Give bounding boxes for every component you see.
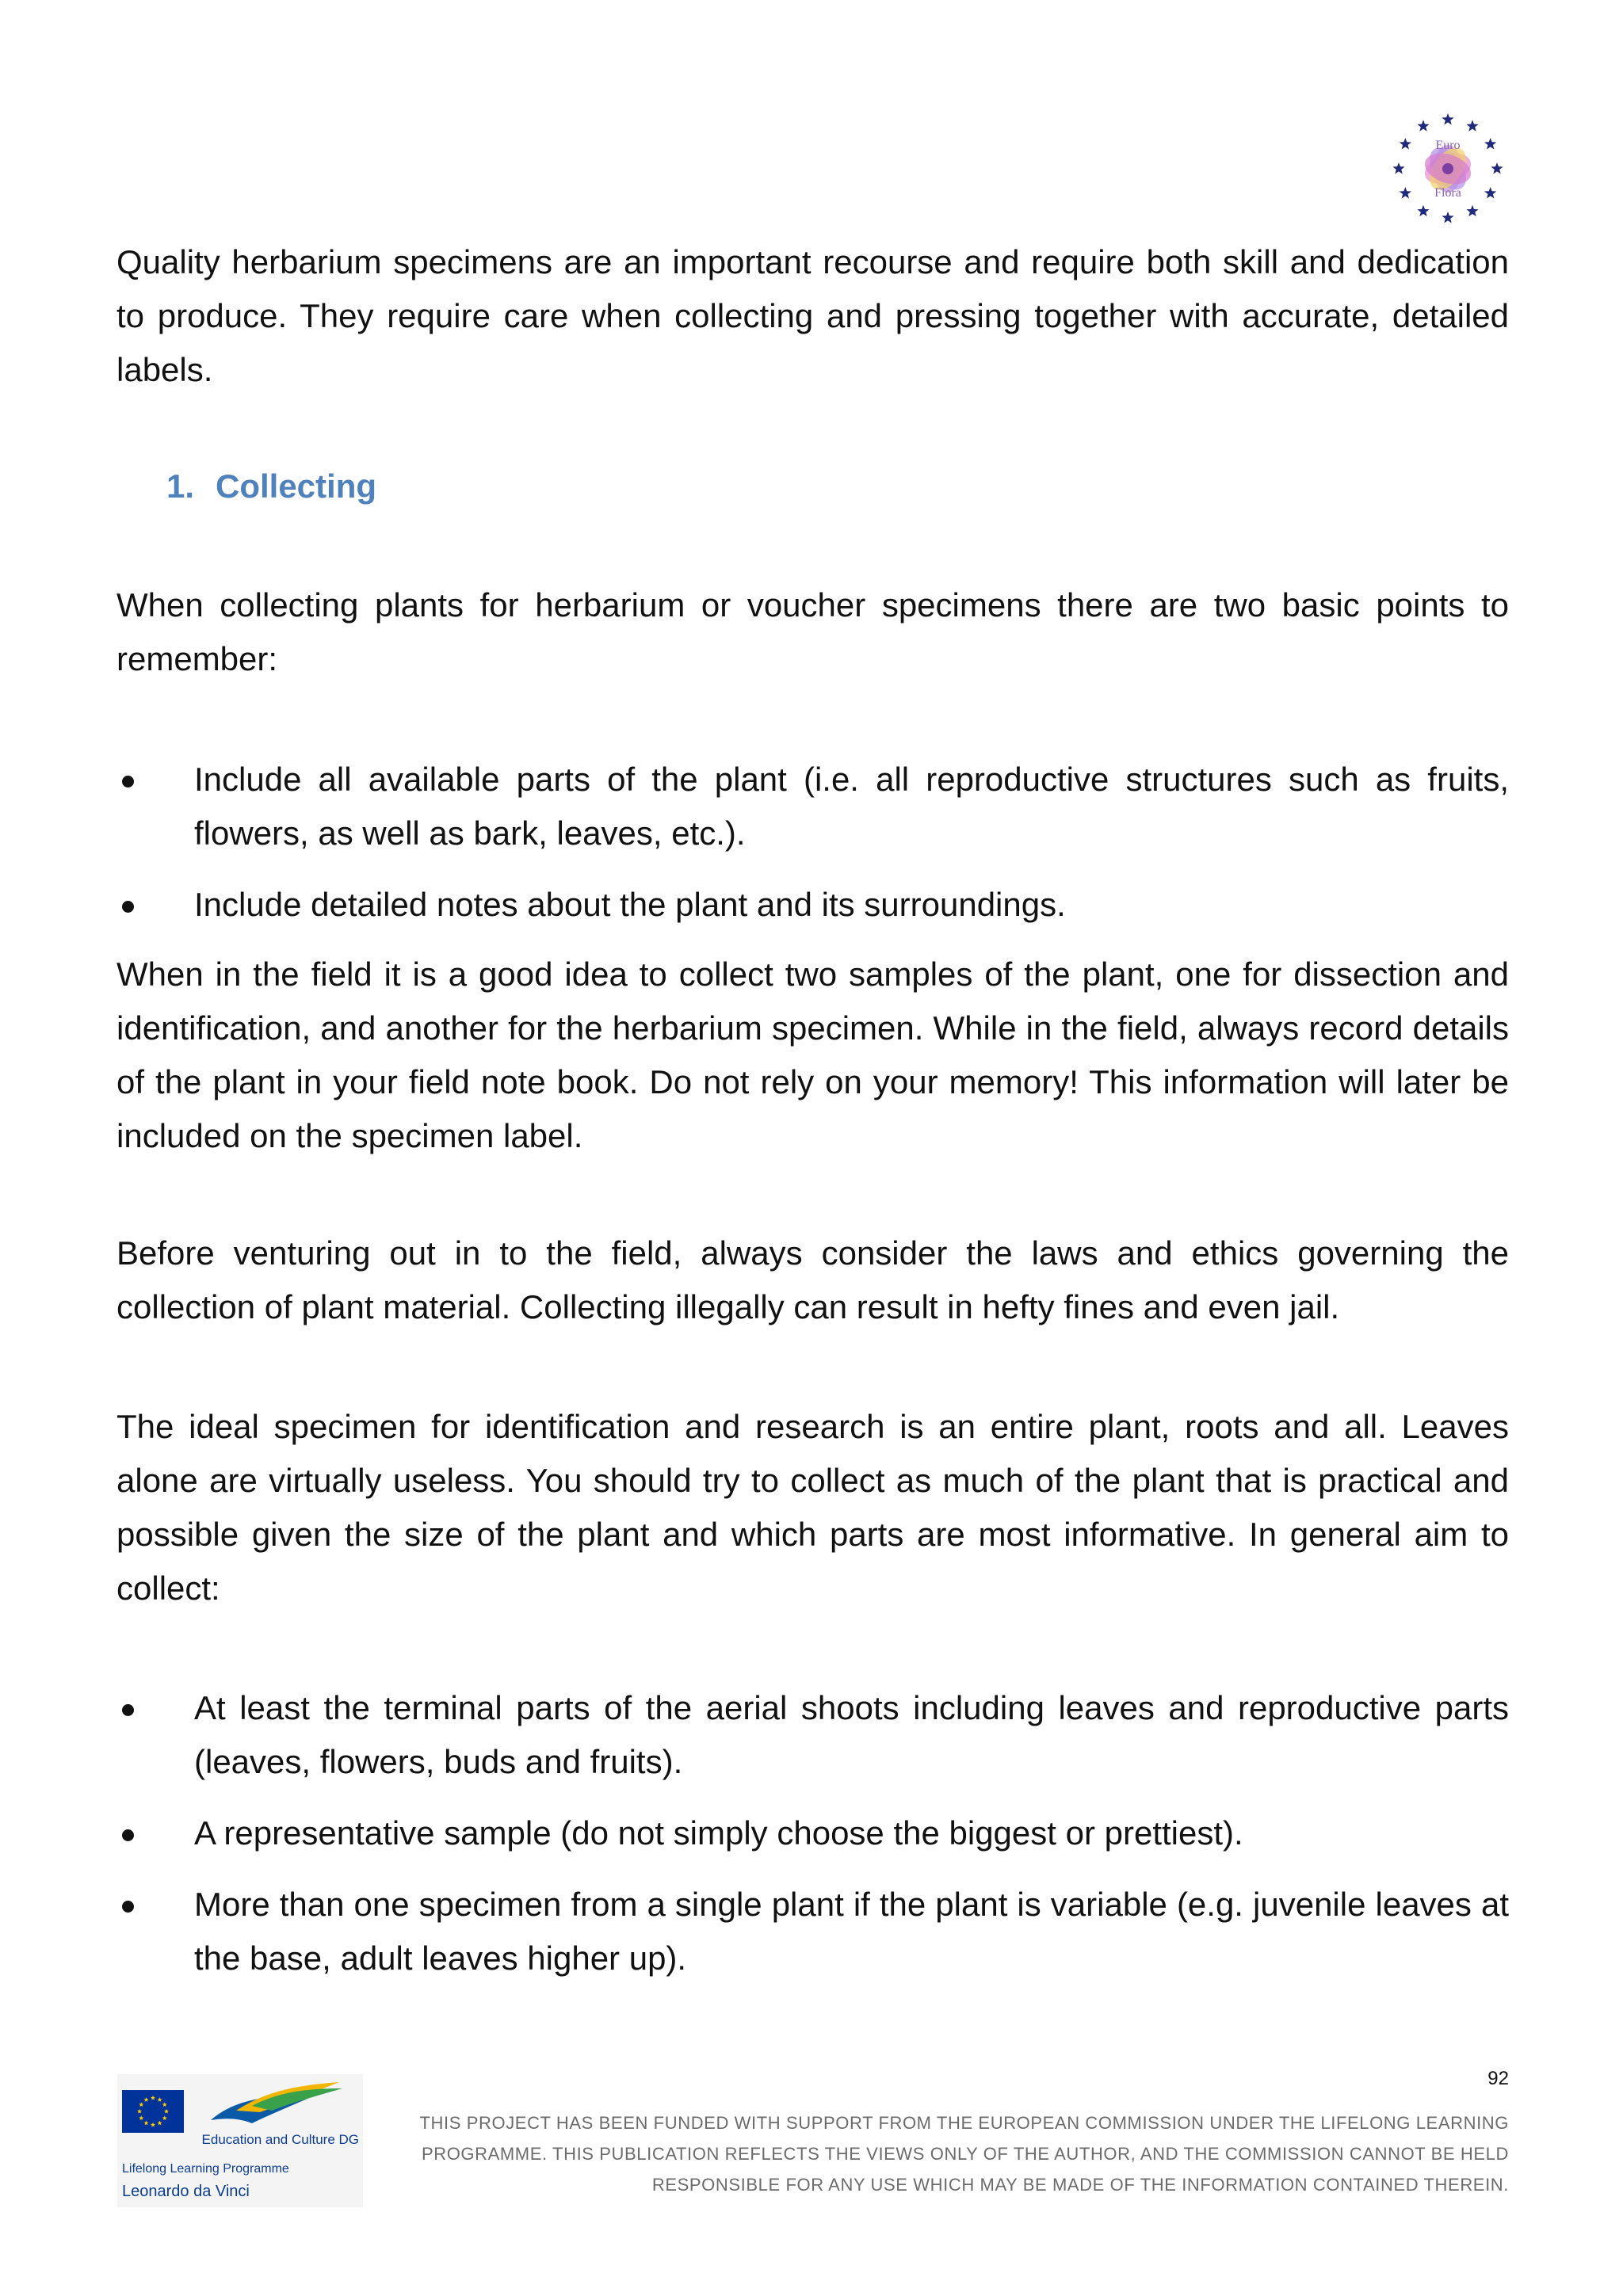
intro-paragraph: Quality herbarium specimens are an important recourse and require both skill and dedication to produce. They require care when collecting and pressing together with accurate, detailed labels. — [116, 243, 1509, 388]
programme-caption: Lifelong Learning Programme — [122, 2162, 289, 2176]
bullet-list-aim-to-collect — [116, 1681, 1509, 2003]
bullet-icon — [122, 901, 134, 913]
star-icon — [1417, 120, 1429, 131]
bullet-icon — [122, 1704, 134, 1716]
list-item-text: At least the terminal parts of the aerial shoots including leaves and reproductive parts (leaves, flowers, buds and fruits). — [194, 1689, 1509, 1780]
list-item — [116, 1806, 1509, 1860]
list-item-text: Include detailed notes about the plant and its surroundings. — [194, 886, 1066, 923]
paragraph-ideal-specimen: The ideal specimen for identification and research is an entire plant, roots and all. Leaves alone are virtually useless. You should try to collect as much of the plant that is practical and possible given the size of the plant and which parts are most informative. In general aim to collect: — [116, 1408, 1509, 1607]
disclaimer-line: RESPONSIBLE FOR ANY USE WHICH MAY BE MADE OF THE INFORMATION CONTAINED THEREIN. — [651, 2175, 1509, 2195]
star-icon — [1491, 162, 1503, 174]
euroflora-logo — [1388, 109, 1507, 228]
star-icon — [1400, 138, 1411, 149]
list-item — [116, 753, 1509, 860]
paragraph-basic-points: When collecting plants for herbarium or voucher specimens there are two basic points to remember: — [116, 586, 1509, 677]
paragraph-field-samples: When in the field it is a good idea to collect two samples of the plant, one for dissection and identification, and another for the herbarium specimen. While in the field, always record details of the plant in your field note book. Do not rely on your memory! This information will later be included on the specimen label. — [116, 955, 1509, 1154]
logo-text-bottom: Flora — [1434, 186, 1461, 200]
list-item — [116, 878, 1509, 932]
bullet-icon — [122, 1829, 134, 1841]
star-icon — [1442, 113, 1453, 124]
dg-caption: Education and Culture DG — [201, 2132, 359, 2147]
star-icon — [1417, 205, 1429, 216]
bullet-list-basic-points — [116, 753, 1509, 949]
programme-name: Leonardo da Vinci — [122, 2183, 250, 2200]
logo-text-top: Euro — [1435, 139, 1461, 152]
bullet-icon — [122, 1901, 134, 1913]
star-icon — [1466, 120, 1478, 131]
list-item — [116, 1878, 1509, 1985]
funding-disclaimer — [320, 2107, 1509, 2200]
paragraph-laws-ethics: Before venturing out in to the field, always consider the laws and ethics governing the collection of plant material. Collecting illegally can result in hefty fines and even jail. — [116, 1234, 1509, 1325]
star-icon — [1392, 162, 1404, 174]
star-icon — [1442, 212, 1453, 223]
star-icon — [1400, 187, 1411, 198]
disclaimer-line: PROGRAMME. THIS PUBLICATION REFLECTS THE VIEWS ONLY OF THE AUTHOR, AND THE COMMISSION CANNOT BE HELD — [421, 2144, 1509, 2164]
list-item-text: Include all available parts of the plant (i.e. all reproductive structures such as fruits, flowers, as well as bark, leaves, etc.). — [194, 761, 1509, 852]
bullet-icon — [122, 776, 134, 788]
section-heading — [166, 460, 376, 513]
disclaimer-line: THIS PROJECT HAS BEEN FUNDED WITH SUPPORT FROM THE EUROPEAN COMMISSION UNDER THE LIFELONG LEARNING — [419, 2113, 1509, 2133]
section-title: Collecting — [216, 467, 377, 505]
list-item-text: More than one specimen from a single plant if the plant is variable (e.g. juvenile leaves at the base, adult leaves higher up). — [194, 1886, 1509, 1977]
section-number: 1. — [166, 467, 195, 505]
star-icon — [1484, 138, 1496, 149]
list-item — [116, 1681, 1509, 1789]
page-number: 92 — [1487, 2068, 1509, 2089]
star-icon — [1484, 187, 1496, 198]
list-item-text: A representative sample (do not simply choose the biggest or prettiest). — [194, 1814, 1243, 1852]
star-icon — [1466, 205, 1478, 216]
